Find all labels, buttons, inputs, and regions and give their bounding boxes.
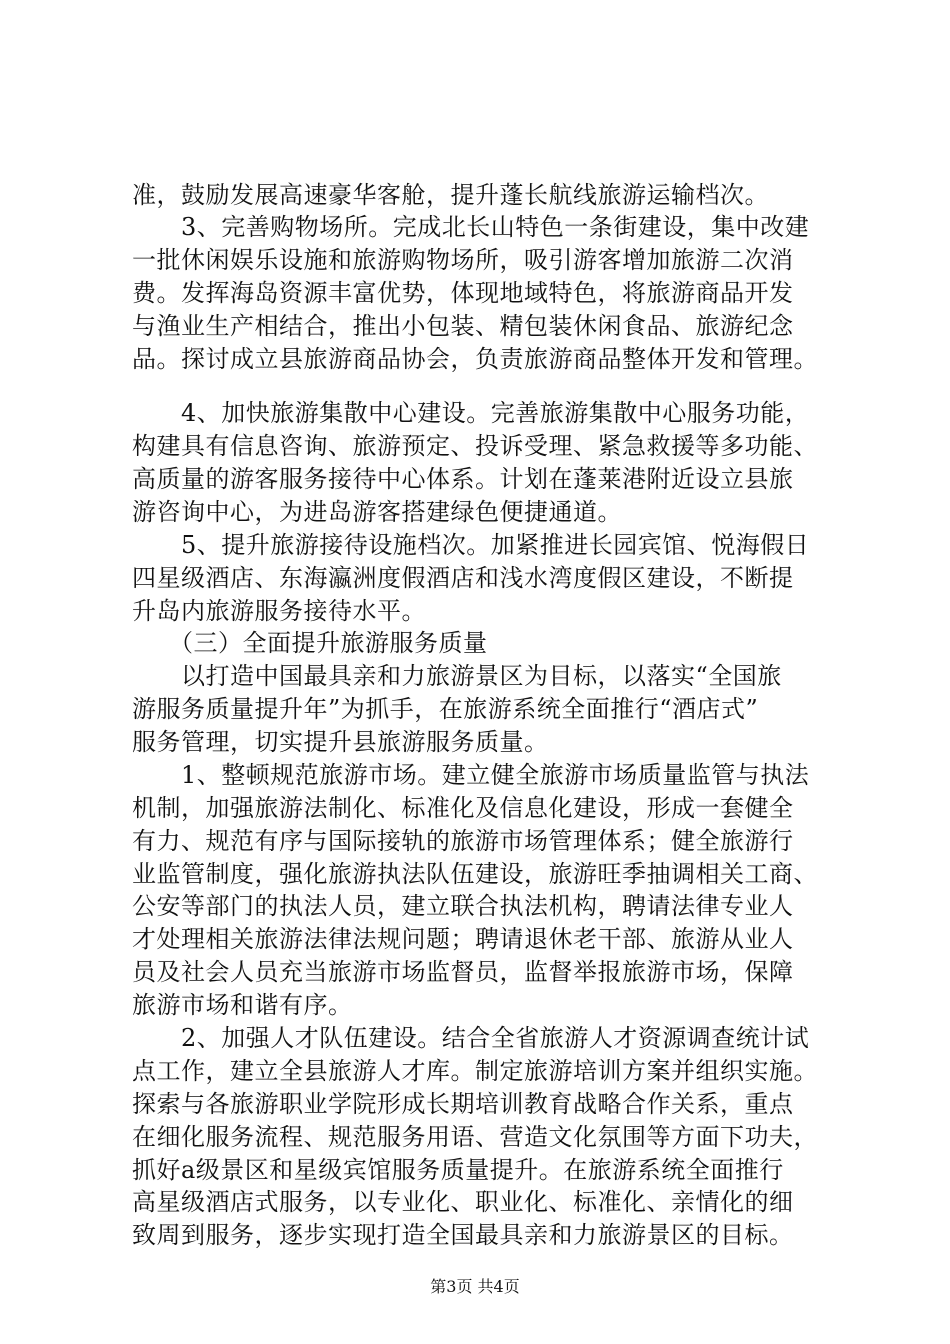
body-line: 高星级酒店式服务，以专业化、职业化、标准化、亲情化的细 <box>132 1188 794 1216</box>
page-footer: 第3页 共4页 <box>430 1277 520 1296</box>
body-line: 在细化服务流程、规范服务用语、营造文化氛围等方面下功夫， <box>132 1123 818 1151</box>
body-line: 四星级酒店、东海瀛洲度假酒店和浅水湾度假区建设，不断提 <box>132 564 794 592</box>
body-line: 升岛内旅游服务接待水平。 <box>132 597 426 625</box>
body-line: 游咨询中心，为进岛游客搭建绿色便捷通道。 <box>132 498 622 526</box>
body-line: 以打造中国最具亲和力旅游景区为目标，以落实“全国旅 <box>132 662 782 690</box>
body-line: 探索与各旅游职业学院形成长期培训教育战略合作关系，重点 <box>132 1090 794 1118</box>
body-line: 游服务质量提升年”为抓手，在旅游系统全面推行“酒店式” <box>132 695 759 723</box>
body-line: 业监管制度，强化旅游执法队伍建设，旅游旺季抽调相关工商、 <box>132 860 818 888</box>
body-line: 与渔业生产相结合，推出小包装、精包装休闲食品、旅游纪念 <box>132 312 794 340</box>
body-line: 才处理相关旅游法律法规问题；聘请退休老干部、旅游从业人 <box>132 925 794 953</box>
body-line: 高质量的游客服务接待中心体系。计划在蓬莱港附近设立县旅 <box>132 465 794 493</box>
body-line: 员及社会人员充当旅游市场监督员，监督举报旅游市场，保障 <box>132 958 794 986</box>
body-line: 点工作，建立全县旅游人才库。制定旅游培训方案并组织实施。 <box>132 1057 818 1085</box>
body-line: 旅游市场和谐有序。 <box>132 991 353 1019</box>
body-line: 1、整顿规范旅游市场。建立健全旅游市场质量监管与执法 <box>132 761 810 789</box>
body-line: 服务管理，切实提升县旅游服务质量。 <box>132 728 549 756</box>
body-line: 费。发挥海岛资源丰富优势，体现地域特色，将旅游商品开发 <box>132 279 794 307</box>
body-line: 公安等部门的执法人员，建立联合执法机构，聘请法律专业人 <box>132 892 794 920</box>
body-line: 3、完善购物场所。完成北长山特色一条街建设，集中改建 <box>132 213 810 241</box>
body-line: 品。探讨成立县旅游商品协会，负责旅游商品整体开发和管理。 <box>132 345 818 373</box>
body-line: 抓好a级景区和星级宾馆服务质量提升。在旅游系统全面推行 <box>132 1156 784 1184</box>
body-line: 准，鼓励发展高速豪华客舱，提升蓬长航线旅游运输档次。 <box>132 181 769 209</box>
body-line: 5、提升旅游接待设施档次。加紧推进长园宾馆、悦海假日 <box>132 531 810 559</box>
body-line: 致周到服务，逐步实现打造全国最具亲和力旅游景区的目标。 <box>132 1221 794 1249</box>
body-line: 4、加快旅游集散中心建设。完善旅游集散中心服务功能， <box>132 399 810 427</box>
body-line: 机制，加强旅游法制化、标准化及信息化建设，形成一套健全 <box>132 794 794 822</box>
body-line: 构建具有信息咨询、旅游预定、投诉受理、紧急救援等多功能、 <box>132 432 818 460</box>
body-line: 2、加强人才队伍建设。结合全省旅游人才资源调查统计试 <box>132 1024 810 1052</box>
section-heading: （三）全面提升旅游服务质量 <box>132 629 488 657</box>
body-line: 一批休闲娱乐设施和旅游购物场所，吸引游客增加旅游二次消 <box>132 246 794 274</box>
body-line: 有力、规范有序与国际接轨的旅游市场管理体系；健全旅游行 <box>132 827 794 855</box>
